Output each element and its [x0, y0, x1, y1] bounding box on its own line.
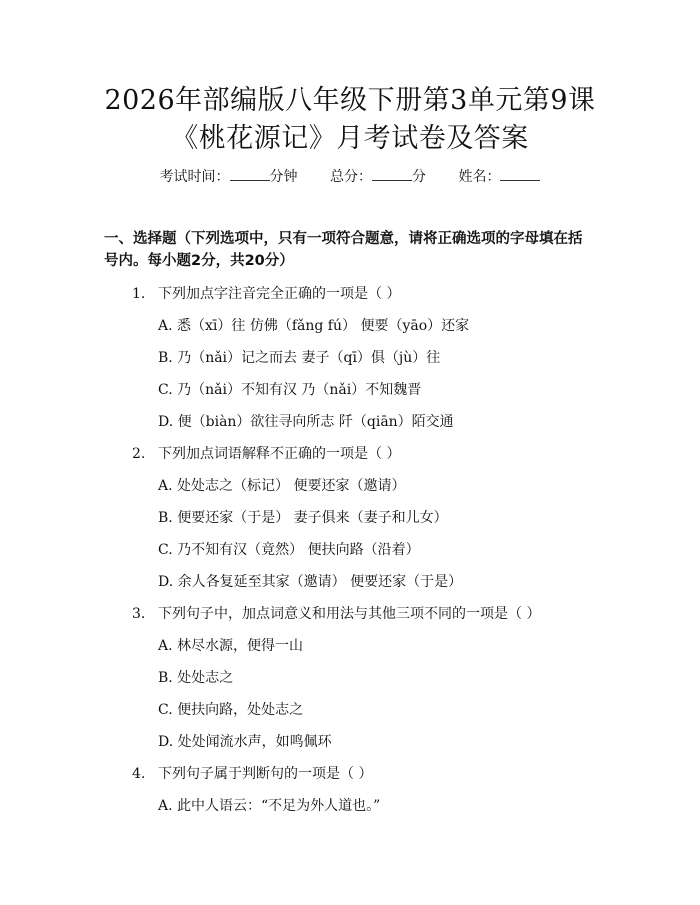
option-4a: A. 此中人语云：“不足为外人道也。”: [158, 798, 381, 814]
option-2d: D. 余人各复延至其家（邀请） 便要还家（于是）: [158, 574, 463, 590]
time-label: 考试时间：: [159, 169, 230, 185]
name-label: 姓名：: [458, 169, 501, 185]
question-number: 4.: [132, 766, 146, 782]
option-1b: B. 乃（nǎi）记之而去 妻子（qī）俱（jù）往: [158, 350, 441, 366]
time-unit: 分钟: [269, 169, 298, 185]
question-2: [132, 443, 400, 463]
exam-title-line1: 2026年部编版八年级下册第3单元第9课: [104, 85, 596, 116]
name-field: [458, 166, 540, 186]
option-2c: C. 乃不知有汉（竟然） 便扶向路（沿着）: [158, 542, 420, 558]
option-3d: D. 处处闻流水声，如鸣佩环: [158, 734, 332, 750]
question-number: 3.: [132, 606, 146, 622]
option-3a: A. 林尽水源，便得一山: [158, 638, 304, 654]
score-unit: 分: [412, 169, 426, 185]
section-heading: 一、选择题（下列选项中，只有一项符合题意，请将正确选项的字母填在括号内。每小题2分，共20分）: [104, 231, 583, 269]
question-number: 2.: [132, 446, 146, 462]
question-text: 下列加点词语解释不正确的一项是（ ）: [158, 446, 401, 462]
score-label: 总分：: [330, 169, 372, 185]
question-4: [132, 763, 372, 783]
name-blank: [500, 167, 540, 181]
option-2b: B. 便要还家（于是） 妻子俱来（妻子和儿女）: [158, 510, 448, 526]
exam-meta: [0, 166, 700, 186]
option-1d: D. 便（biàn）欲往寻向所志 阡（qiān）陌交通: [158, 414, 454, 430]
option-3c: C. 便扶向路，处处志之: [158, 702, 304, 718]
question-text: 下列句子中，加点词意义和用法与其他三项不同的一项是（ ）: [158, 606, 541, 622]
score-blank: [372, 167, 412, 181]
option-2a: A. 处处志之（标记） 便要还家（邀请）: [158, 478, 406, 494]
exam-title-line2: 《桃花源记》月考试卷及答案: [171, 123, 529, 154]
question-1: [132, 283, 400, 303]
option-1a: A. 悉（xī）往 仿佛（fǎng fú） 便要（yāo）还家: [158, 318, 470, 334]
time-blank: [230, 167, 270, 181]
score-field: [330, 166, 426, 186]
option-3b: B. 处处志之: [158, 670, 234, 686]
question-text: 下列加点字注音完全正确的一项是（ ）: [158, 286, 401, 302]
question-number: 1.: [132, 286, 146, 302]
question-3: [132, 603, 540, 623]
time-field: [160, 166, 298, 186]
question-text: 下列句子属于判断句的一项是（ ）: [158, 766, 373, 782]
option-1c: C. 乃（nǎi）不知有汉 乃（nǎi）不知魏晋: [158, 382, 422, 398]
